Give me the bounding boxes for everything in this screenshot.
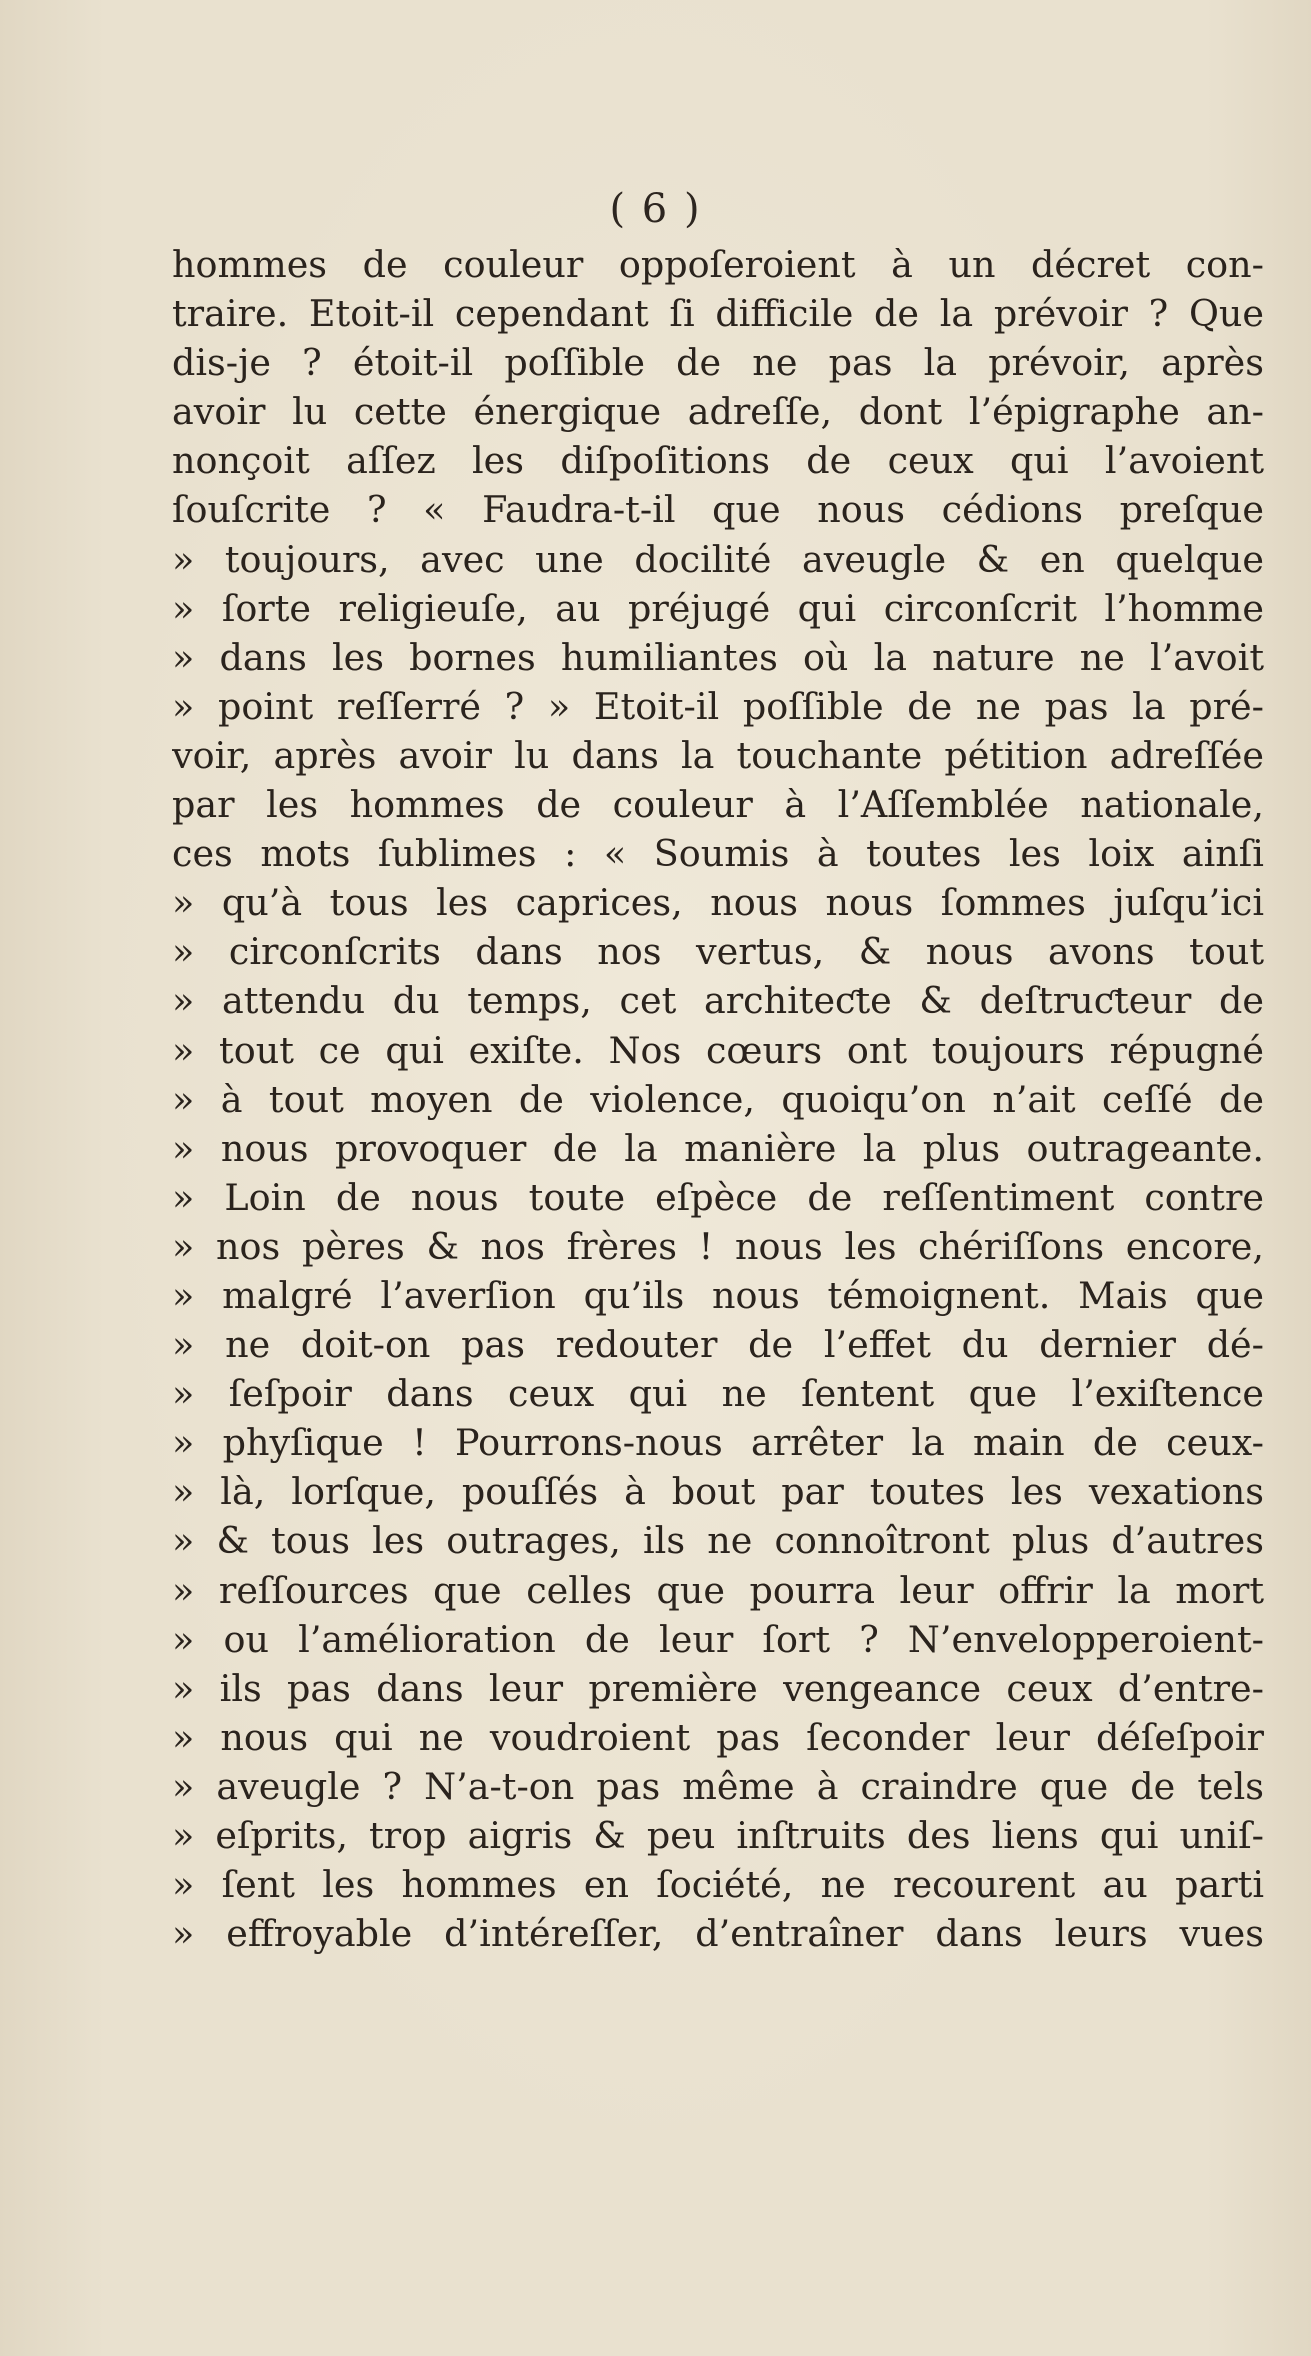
text-line: ces mots ſublimes : « Soumis à toutes les loix ainſi (172, 832, 1264, 876)
text-line: traire. Etoit-il cependant ſi difficile de la prévoir ? Que (172, 292, 1264, 336)
text-line: » qu’à tous les caprices, nous nous ſommes juſqu’ici (172, 881, 1264, 925)
text-line: » point reſſerré ? » Etoit-il poſſible de ne pas la pré- (172, 684, 1264, 728)
text-line: ſouſcrite ? « Faudra-t-il que nous cédions preſque (172, 488, 1264, 532)
text-line: » nous qui ne voudroient pas ſeconder leur déſeſpoir (172, 1715, 1264, 1759)
text-line: » attendu du temps, cet architeƈte & deſtruƈteur de (172, 979, 1264, 1023)
text-line: » tout ce qui exiſte. Nos cœurs ont toujours répugné (172, 1028, 1264, 1072)
text-line: » effroyable d’intéreſſer, d’entraîner dans leurs vues (172, 1912, 1264, 1956)
text-line: » nos pères & nos frères ! nous les chériſſons encore, (172, 1224, 1264, 1268)
text-line: » reſſources que celles que pourra leur offrir la mort (172, 1568, 1264, 1612)
text-line: » malgré l’averſion qu’ils nous témoignent. Mais que (172, 1273, 1264, 1317)
text-line: avoir lu cette énergique adreſſe, dont l’épigraphe an- (172, 390, 1264, 434)
page-number: ( 6 ) (609, 186, 702, 232)
text-line: » nous provoquer de la manière la plus outrageante. (172, 1126, 1264, 1170)
text-line: voir, après avoir lu dans la touchante pétition adreſſée (172, 733, 1264, 777)
text-line: » ou l’amélioration de leur ſort ? N’envelopperoient- (172, 1617, 1264, 1661)
text-line: » Loin de nous toute eſpèce de reſſentiment contre (172, 1175, 1264, 1219)
text-line: par les hommes de couleur à l’Aſſemblée nationale, (172, 783, 1264, 827)
text-line: » ils pas dans leur première vengeance ceux d’entre- (172, 1666, 1264, 1710)
text-line: hommes de couleur oppoſeroient à un décret con- (172, 243, 1264, 286)
text-line: » circonſcrits dans nos vertus, & nous avons tout (172, 930, 1264, 974)
text-line: » phyſique ! Pourrons-nous arrêter la main de ceux- (172, 1421, 1264, 1465)
text-line: » ſorte religieuſe, au préjugé qui circonſcrit l’homme (172, 586, 1264, 630)
text-line: » eſprits, trop aigris & peu inſtruits des liens qui uniſ- (172, 1814, 1264, 1857)
text-line: » dans les bornes humiliantes où la nature ne l’avoit (172, 635, 1264, 679)
text-line: » ſeſpoir dans ceux qui ne ſentent que l’exiſtence (172, 1372, 1264, 1416)
text-line: nonçoit aſſez les diſpoſitions de ceux qui l’avoient (172, 439, 1264, 483)
text-line: dis-je ? étoit-il poſſible de ne pas la prévoir, après (172, 341, 1264, 385)
text-line: » là, lorſque, pouſſés à bout par toutes les vexations (172, 1470, 1264, 1514)
text-line: » à tout moyen de violence, quoiqu’on n’ait ceſſé de (172, 1077, 1264, 1121)
text-line: » ne doit-on pas redouter de l’effet du dernier dé- (172, 1323, 1264, 1367)
text-line: » ſent les hommes en ſociété, ne recourent au parti (172, 1863, 1264, 1907)
text-line: » & tous les outrages, ils ne connoîtront plus d’autres (172, 1519, 1264, 1563)
text-line: » toujours, avec une docilité aveugle & en quelque (172, 537, 1264, 581)
body-text (172, 240, 1264, 1958)
text-line: » aveugle ? N’a-t-on pas même à craindre que de tels (172, 1764, 1264, 1808)
